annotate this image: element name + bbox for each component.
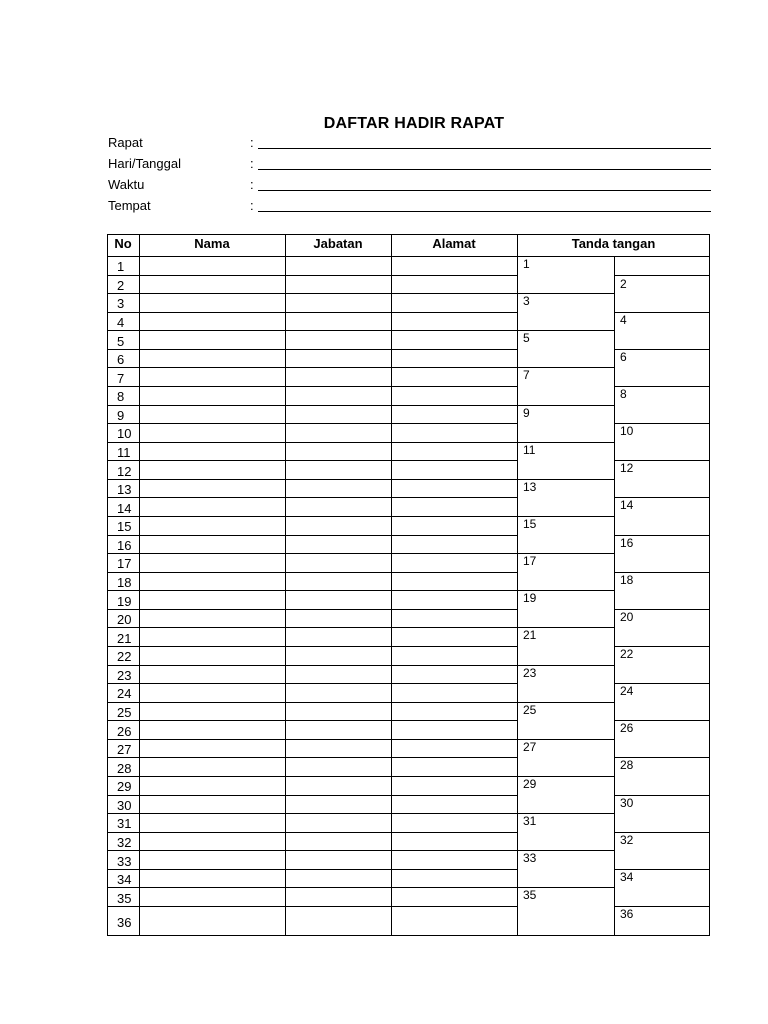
signature-number: 2 (620, 276, 627, 291)
row-number: 31 (117, 816, 132, 832)
row-divider (107, 757, 517, 758)
row-number: 27 (117, 742, 132, 758)
signature-right-divider (614, 312, 710, 313)
signature-right-divider (614, 349, 710, 350)
row-divider (107, 739, 517, 740)
row-divider (107, 869, 517, 870)
row-number: 26 (117, 723, 132, 739)
row-number: 36 (117, 915, 132, 930)
signature-number: 29 (523, 777, 537, 791)
meta-fill-line (258, 211, 711, 212)
row-divider (107, 442, 517, 443)
signature-number: 32 (620, 832, 634, 847)
header-jabatan: Jabatan (313, 236, 363, 251)
row-number: 15 (117, 519, 132, 535)
signature-number: 6 (620, 349, 627, 364)
row-number: 20 (117, 612, 132, 628)
header-no: No (114, 236, 132, 251)
row-divider (107, 665, 517, 666)
signature-number: 17 (523, 554, 537, 569)
signature-number: 19 (523, 591, 537, 606)
signature-left-divider (517, 405, 614, 406)
signature-number: 13 (523, 479, 537, 494)
row-number: 12 (117, 463, 132, 479)
row-number: 6 (117, 352, 125, 368)
column-divider (517, 234, 518, 936)
row-number: 3 (117, 296, 125, 312)
signature-left-divider (517, 367, 614, 368)
row-divider (107, 887, 517, 888)
page-title: DAFTAR HADIR RAPAT (323, 115, 505, 132)
signature-right-divider (614, 275, 710, 276)
signature-divider (614, 256, 615, 936)
row-number: 22 (117, 649, 132, 665)
meta-fill-line (258, 148, 711, 149)
table-border-bottom (107, 935, 710, 936)
row-number: 8 (117, 389, 125, 405)
table-border-top (107, 234, 710, 235)
signature-number: 3 (523, 294, 530, 309)
signature-number: 5 (523, 331, 530, 346)
row-divider (107, 497, 517, 498)
row-divider (107, 312, 517, 313)
row-number: 30 (117, 797, 132, 813)
signature-number: 36 (620, 907, 634, 921)
row-number: 7 (117, 370, 125, 386)
meta-label: Hari/Tanggal (108, 156, 181, 171)
row-divider (107, 479, 517, 480)
row-number: 33 (117, 853, 132, 869)
column-divider (139, 234, 140, 936)
row-divider (107, 627, 517, 628)
row-number: 1 (117, 259, 125, 275)
row-divider (107, 293, 517, 294)
row-number: 29 (117, 779, 132, 795)
signature-number: 34 (620, 869, 634, 884)
row-divider (107, 850, 517, 851)
signature-number: 23 (523, 665, 537, 680)
signature-right-divider (614, 386, 710, 387)
row-divider (107, 702, 517, 703)
row-divider (107, 460, 517, 461)
row-divider (107, 405, 517, 406)
signature-number: 22 (620, 647, 634, 661)
row-divider (107, 646, 517, 647)
row-divider (107, 330, 517, 331)
header-tanda-tangan: Tanda tangan (571, 236, 656, 251)
meta-fill-line (258, 169, 711, 170)
signature-number: 30 (620, 795, 634, 810)
signature-number: 21 (523, 628, 537, 643)
row-number: 9 (117, 407, 125, 423)
row-divider (107, 423, 517, 424)
signature-number: 28 (620, 758, 634, 773)
signature-number: 20 (620, 609, 634, 624)
row-divider (107, 386, 517, 387)
row-divider (107, 367, 517, 368)
signature-number: 11 (523, 442, 536, 457)
row-number: 4 (117, 315, 125, 330)
row-number: 17 (117, 556, 132, 572)
meta-colon: : (250, 156, 254, 171)
meta-label: Tempat (108, 198, 151, 213)
signature-number: 4 (620, 312, 627, 327)
row-divider (107, 683, 517, 684)
row-number: 25 (117, 705, 132, 720)
signature-number: 26 (620, 721, 634, 736)
signature-number: 14 (620, 498, 634, 513)
meta-fill-line (258, 190, 711, 191)
header-alamat: Alamat (432, 236, 476, 251)
signature-number: 16 (620, 535, 634, 550)
row-divider (107, 572, 517, 573)
table-border-left (107, 234, 108, 936)
row-number: 28 (117, 760, 132, 776)
signature-number: 33 (523, 851, 537, 866)
row-number: 16 (117, 537, 132, 553)
row-number: 34 (117, 872, 132, 888)
signature-number: 24 (620, 684, 634, 699)
row-divider (107, 349, 517, 350)
signature-number: 35 (523, 888, 537, 903)
row-number: 5 (117, 333, 125, 349)
row-number: 35 (117, 890, 132, 906)
signature-number: 1 (523, 257, 530, 271)
row-divider (107, 553, 517, 554)
header-nama: Nama (194, 236, 230, 251)
row-divider (107, 813, 517, 814)
signature-number: 15 (523, 517, 537, 531)
row-divider (107, 516, 517, 517)
signature-number: 7 (523, 368, 530, 383)
signature-left-divider (517, 293, 614, 294)
meta-label: Rapat (108, 135, 143, 150)
signature-number: 18 (620, 572, 634, 587)
row-divider (107, 795, 517, 796)
row-divider (107, 275, 517, 276)
meta-colon: : (250, 135, 254, 150)
table-border-right (709, 234, 710, 936)
attendance-table (107, 234, 710, 936)
row-number: 21 (117, 630, 132, 646)
row-number: 18 (117, 575, 132, 590)
row-divider (107, 590, 517, 591)
signature-number: 8 (620, 387, 627, 401)
signature-left-divider (517, 330, 614, 331)
row-number: 13 (117, 482, 132, 498)
signature-number: 9 (523, 405, 530, 420)
signature-number: 27 (523, 739, 537, 754)
row-divider (107, 906, 517, 907)
row-number: 24 (117, 686, 132, 702)
row-number: 32 (117, 835, 132, 850)
meta-colon: : (250, 198, 254, 213)
column-divider (285, 234, 286, 936)
row-number: 19 (117, 593, 132, 609)
row-divider (107, 609, 517, 610)
row-number: 10 (117, 426, 132, 442)
row-number: 14 (117, 500, 132, 516)
row-divider (107, 720, 517, 721)
header-divider (107, 256, 710, 257)
column-divider (391, 234, 392, 936)
row-divider (107, 832, 517, 833)
row-divider (107, 776, 517, 777)
row-number: 23 (117, 667, 132, 683)
signature-number: 10 (620, 424, 634, 439)
row-number: 2 (117, 277, 125, 293)
row-divider (107, 535, 517, 536)
row-number: 11 (117, 445, 131, 460)
meta-colon: : (250, 177, 254, 192)
meta-label: Waktu (108, 177, 145, 192)
signature-number: 12 (620, 461, 634, 476)
signature-number: 25 (523, 702, 537, 717)
signature-number: 31 (523, 814, 537, 829)
